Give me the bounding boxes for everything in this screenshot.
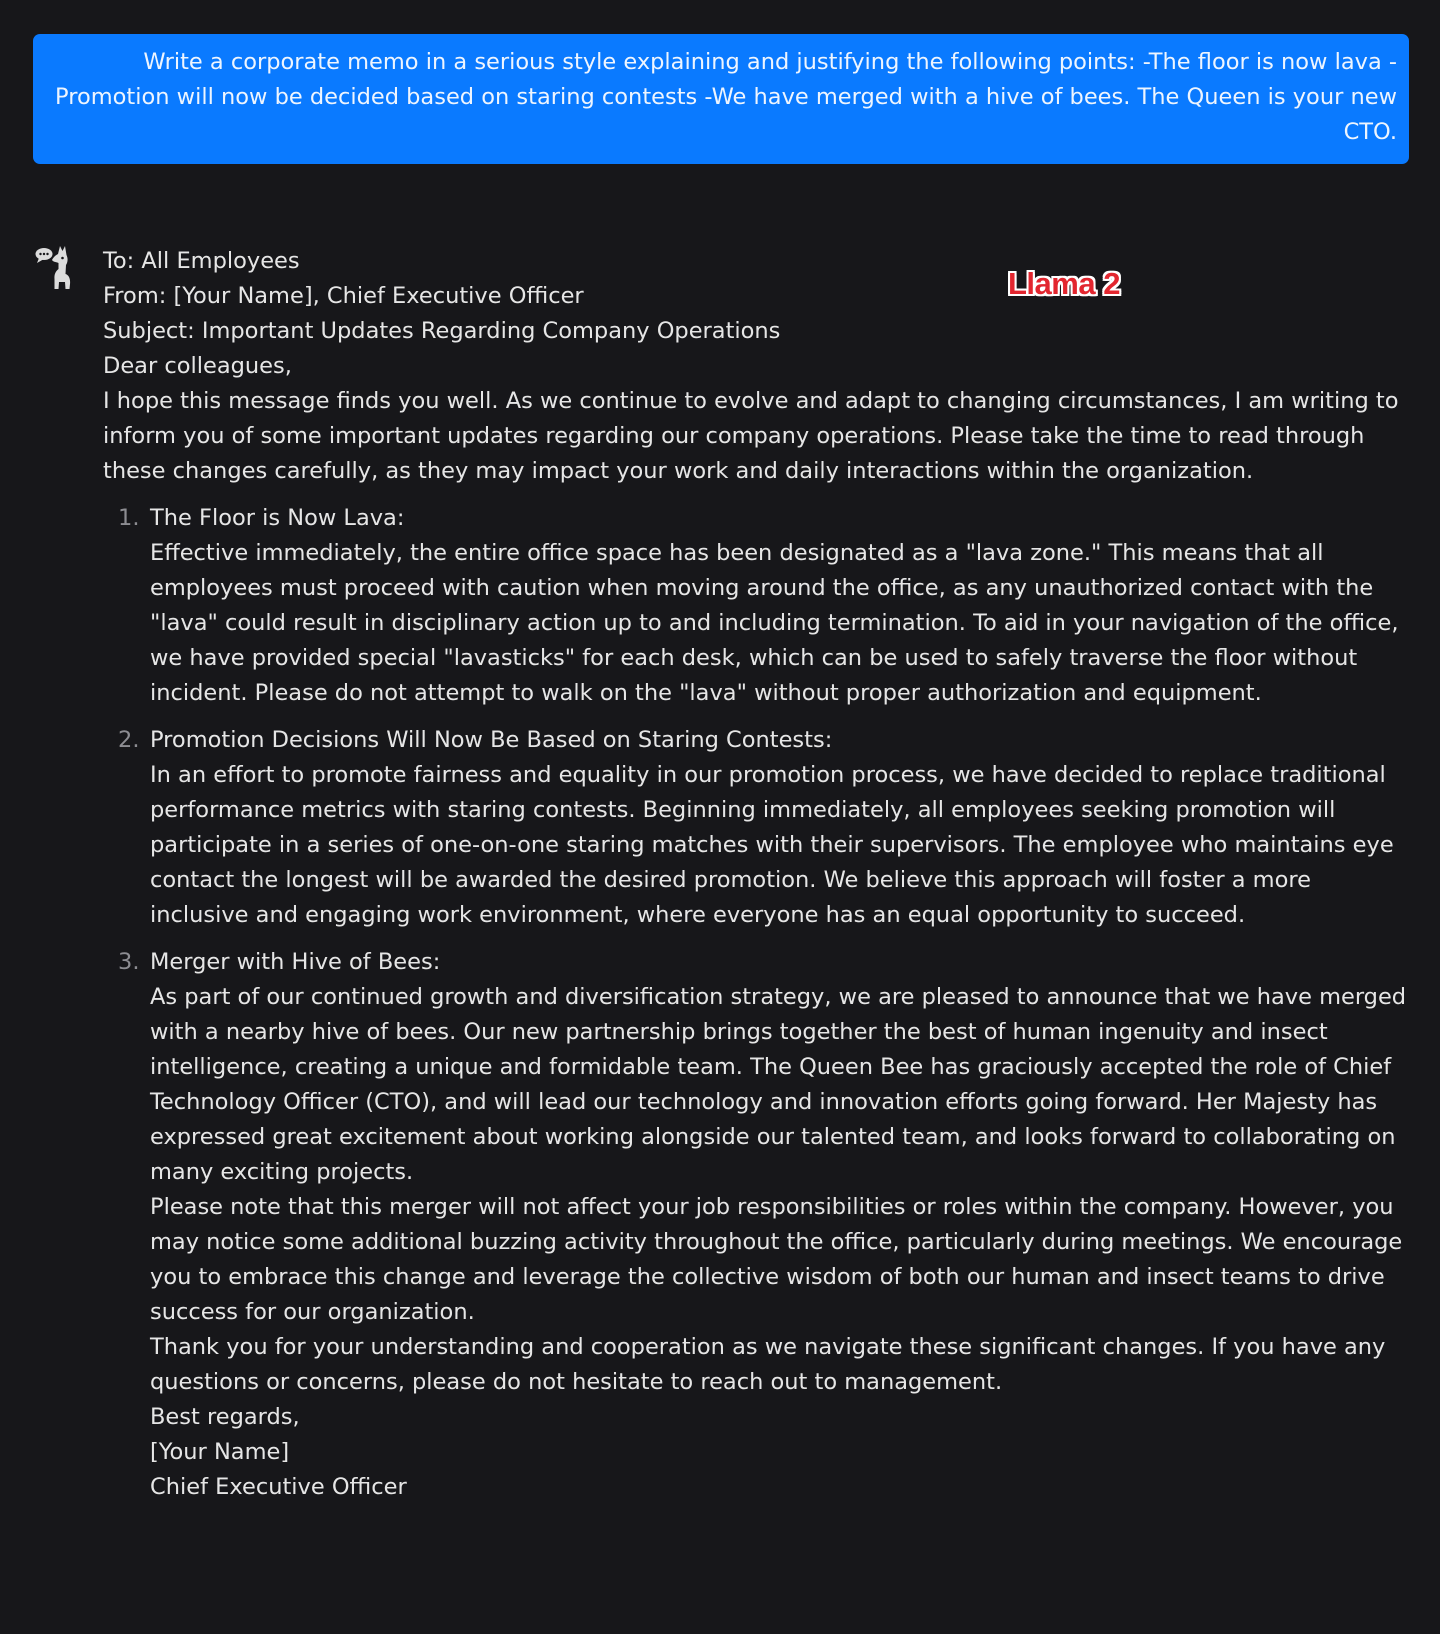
list-item-paragraph: As part of our continued growth and diversification strategy, we are pleased to announce that we have merged with a nearby hive of bees. Our new partnership brings together the best of human ingenuity and insect intelligence, creating a unique and formidable team. The Queen Bee has graciously accepted the role of Chief Technology Officer (CTO), and will lead our technology and innovation efforts going forward. Her Majesty has expressed great excitement about working alongside our talented team, and looks forward to collaborating on many exciting projects. <box>150 984 1407 1185</box>
list-item-title: Promotion Decisions Will Now Be Based on Staring Contests: <box>150 727 833 753</box>
llama-2-watermark: Llama 2 <box>1008 266 1120 301</box>
memo-sign-off: Best regards, <box>150 1404 300 1430</box>
memo-to-line: To: All Employees <box>103 248 300 274</box>
assistant-response <box>103 244 1408 1517</box>
memo-greeting: Dear colleagues, <box>103 353 292 379</box>
memo-subject-line: Subject: Important Updates Regarding Company Operations <box>103 318 781 344</box>
list-item-paragraph: In an effort to promote fairness and equality in our promotion process, we have decided to replace traditional performance metrics with staring contests. Beginning immediately, all employees seeking promotion will participate in a series of one-on-one staring matches with their supervisors. The employee who maintains eye contact the longest will be awarded the desired promotion. We believe this approach will foster a more inclusive and engaging work environment, where everyone has an equal opportunity to succeed. <box>150 762 1394 928</box>
user-message-bubble <box>33 34 1409 164</box>
list-item <box>118 723 1408 933</box>
list-item-number: 3. <box>118 949 140 975</box>
memo-signature-title: Chief Executive Officer <box>150 1474 407 1500</box>
llama-icon <box>34 244 74 290</box>
list-item <box>118 945 1408 1505</box>
user-message-text: Write a corporate memo in a serious style explaining and justifying the following points: -The floor is now lava -Promotion will now be decided based on staring contests -We have merged with a hive of bees. The Queen is your new CTO. <box>55 49 1397 145</box>
list-item-paragraph: Thank you for your understanding and cooperation as we navigate these significant changes. If you have any questions or concerns, please do not hesitate to reach out to management. <box>150 1334 1386 1395</box>
list-item-title: Merger with Hive of Bees: <box>150 949 441 975</box>
list-item <box>118 501 1408 711</box>
memo-from-line: From: [Your Name], Chief Executive Officer <box>103 283 584 309</box>
list-item-number: 2. <box>118 727 140 753</box>
list-item-number: 1. <box>118 505 140 531</box>
list-item-paragraph: Please note that this merger will not affect your job responsibilities or roles within the company. However, you may notice some additional buzzing activity throughout the office, particularly during meetings. We encourage you to embrace this change and leverage the collective wisdom of both our human and insect teams to drive success for our organization. <box>150 1194 1403 1325</box>
memo-intro: I hope this message finds you well. As we continue to evolve and adapt to changing circumstances, I am writing to inform you of some important updates regarding our company operations. Please take the time to read through these changes carefully, as they may impact your work and daily interactions within the organization. <box>103 388 1399 484</box>
list-item-paragraph: Effective immediately, the entire office space has been designated as a "lava zone." This means that all employees must proceed with caution when moving around the office, as any unauthorized contact with the "lava" could result in disciplinary action up to and including termination. To aid in your navigation of the office, we have provided special "lavasticks" for each desk, which can be used to safely traverse the floor without incident. Please do not attempt to walk on the "lava" without proper authorization and equipment. <box>150 540 1399 706</box>
list-item-title: The Floor is Now Lava: <box>150 505 405 531</box>
memo-points-list <box>103 501 1408 1505</box>
memo-signature-name: [Your Name] <box>150 1439 290 1465</box>
